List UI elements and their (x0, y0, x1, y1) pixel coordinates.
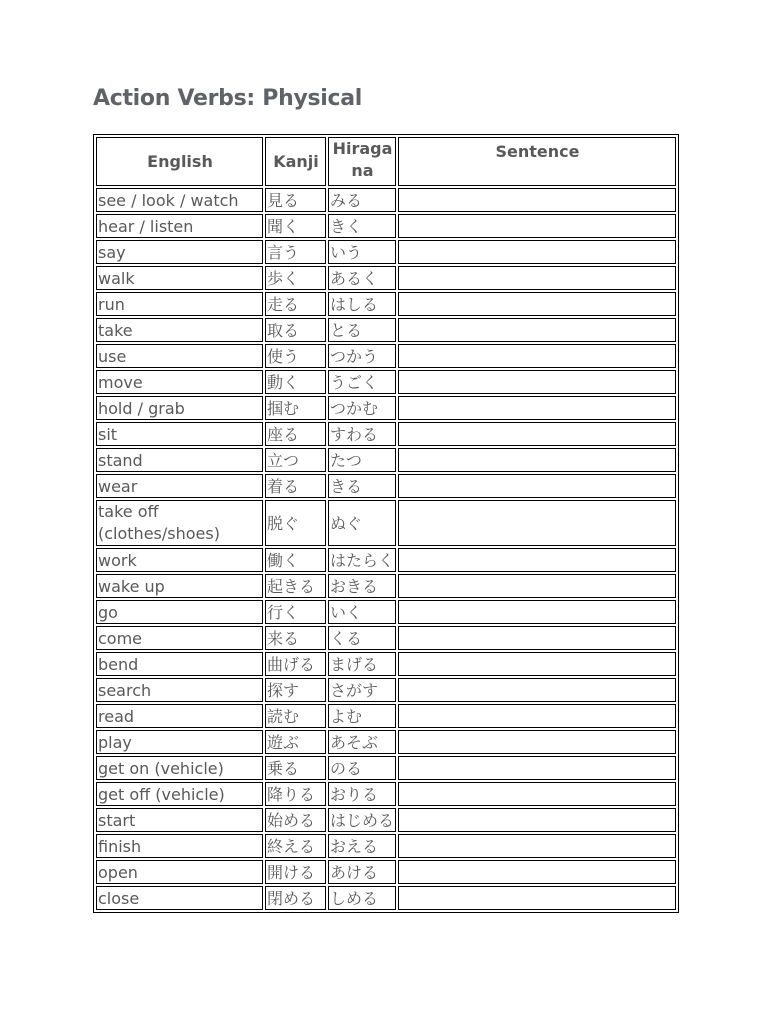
cell-english: go (96, 600, 263, 624)
cell-hiragana: しめる (328, 886, 396, 910)
cell-hiragana: とる (328, 318, 396, 342)
cell-sentence[interactable] (398, 266, 676, 290)
cell-kanji: 歩く (265, 266, 326, 290)
cell-english: start (96, 808, 263, 832)
cell-kanji: 取る (265, 318, 326, 342)
cell-kanji: 曲げる (265, 652, 326, 676)
table-row (96, 500, 676, 546)
cell-kanji: 来る (265, 626, 326, 650)
table-row (96, 448, 676, 472)
cell-sentence[interactable] (398, 574, 676, 598)
cell-hiragana: よむ (328, 704, 396, 728)
cell-sentence[interactable] (398, 808, 676, 832)
cell-sentence[interactable] (398, 396, 676, 420)
cell-english: see / look / watch (96, 188, 263, 212)
cell-english: get on (vehicle) (96, 756, 263, 780)
cell-english: take off (clothes/shoes) (96, 500, 263, 546)
table-row (96, 652, 676, 676)
cell-hiragana: たつ (328, 448, 396, 472)
table-row (96, 834, 676, 858)
cell-english: open (96, 860, 263, 884)
table-row (96, 808, 676, 832)
cell-english: get off (vehicle) (96, 782, 263, 806)
table-row (96, 318, 676, 342)
cell-english: bend (96, 652, 263, 676)
cell-kanji: 乗る (265, 756, 326, 780)
cell-kanji: 働く (265, 548, 326, 572)
cell-english: hold / grab (96, 396, 263, 420)
cell-sentence[interactable] (398, 600, 676, 624)
cell-sentence[interactable] (398, 860, 676, 884)
cell-sentence[interactable] (398, 704, 676, 728)
table-row (96, 678, 676, 702)
cell-sentence[interactable] (398, 474, 676, 498)
cell-english: come (96, 626, 263, 650)
table-row (96, 782, 676, 806)
cell-hiragana: みる (328, 188, 396, 212)
cell-english: wear (96, 474, 263, 498)
cell-sentence[interactable] (398, 214, 676, 238)
cell-kanji: 降りる (265, 782, 326, 806)
cell-hiragana: くる (328, 626, 396, 650)
cell-english: work (96, 548, 263, 572)
cell-sentence[interactable] (398, 886, 676, 910)
cell-sentence[interactable] (398, 626, 676, 650)
cell-kanji: 脱ぐ (265, 500, 326, 546)
cell-hiragana: あそぶ (328, 730, 396, 754)
cell-hiragana: すわる (328, 422, 396, 446)
cell-sentence[interactable] (398, 730, 676, 754)
cell-sentence[interactable] (398, 834, 676, 858)
cell-sentence[interactable] (398, 652, 676, 676)
cell-sentence[interactable] (398, 188, 676, 212)
cell-kanji: 終える (265, 834, 326, 858)
table-row (96, 626, 676, 650)
cell-english: wake up (96, 574, 263, 598)
cell-kanji: 探す (265, 678, 326, 702)
table-header (96, 137, 676, 186)
cell-hiragana: はしる (328, 292, 396, 316)
cell-hiragana: あける (328, 860, 396, 884)
table-row (96, 214, 676, 238)
cell-english: stand (96, 448, 263, 472)
cell-kanji: 閉める (265, 886, 326, 910)
cell-kanji: 行く (265, 600, 326, 624)
cell-hiragana: はたらく (328, 548, 396, 572)
header-sentence: Sentence (398, 137, 676, 186)
cell-english: read (96, 704, 263, 728)
table-row (96, 600, 676, 624)
cell-english: move (96, 370, 263, 394)
cell-english: take (96, 318, 263, 342)
cell-sentence[interactable] (398, 318, 676, 342)
cell-sentence[interactable] (398, 548, 676, 572)
cell-english: sit (96, 422, 263, 446)
table-row (96, 756, 676, 780)
cell-kanji: 始める (265, 808, 326, 832)
cell-kanji: 動く (265, 370, 326, 394)
cell-hiragana: あるく (328, 266, 396, 290)
cell-sentence[interactable] (398, 500, 676, 546)
cell-english: use (96, 344, 263, 368)
cell-hiragana: つかう (328, 344, 396, 368)
cell-kanji: 言う (265, 240, 326, 264)
cell-sentence[interactable] (398, 756, 676, 780)
page-title: Action Verbs: Physical (93, 86, 363, 111)
header-english: English (96, 137, 263, 186)
cell-sentence[interactable] (398, 240, 676, 264)
cell-english: walk (96, 266, 263, 290)
cell-sentence[interactable] (398, 782, 676, 806)
cell-english: play (96, 730, 263, 754)
vocabulary-table (93, 134, 679, 913)
cell-kanji: 開ける (265, 860, 326, 884)
cell-kanji: 見る (265, 188, 326, 212)
table-row (96, 266, 676, 290)
header-kanji: Kanji (265, 137, 326, 186)
cell-english: close (96, 886, 263, 910)
cell-sentence[interactable] (398, 448, 676, 472)
table-row (96, 548, 676, 572)
header-hiragana: Hiragana (328, 137, 396, 186)
cell-hiragana: おえる (328, 834, 396, 858)
cell-kanji: 立つ (265, 448, 326, 472)
cell-hiragana: おきる (328, 574, 396, 598)
cell-sentence[interactable] (398, 344, 676, 368)
cell-kanji: 着る (265, 474, 326, 498)
table-row (96, 886, 676, 910)
cell-english: run (96, 292, 263, 316)
cell-sentence[interactable] (398, 292, 676, 316)
table-row (96, 240, 676, 264)
cell-kanji: 聞く (265, 214, 326, 238)
table-row (96, 860, 676, 884)
cell-kanji: 遊ぶ (265, 730, 326, 754)
cell-english: finish (96, 834, 263, 858)
cell-hiragana: さがす (328, 678, 396, 702)
cell-hiragana: のる (328, 756, 396, 780)
cell-hiragana: つかむ (328, 396, 396, 420)
table-row (96, 396, 676, 420)
cell-kanji: 走る (265, 292, 326, 316)
cell-hiragana: いう (328, 240, 396, 264)
cell-sentence[interactable] (398, 422, 676, 446)
cell-hiragana: はじめる (328, 808, 396, 832)
cell-hiragana: うごく (328, 370, 396, 394)
cell-hiragana: きく (328, 214, 396, 238)
cell-hiragana: いく (328, 600, 396, 624)
cell-english: say (96, 240, 263, 264)
header-row (96, 137, 676, 186)
table-row (96, 292, 676, 316)
cell-kanji: 読む (265, 704, 326, 728)
table-row (96, 574, 676, 598)
cell-sentence[interactable] (398, 370, 676, 394)
table-body (96, 188, 676, 910)
cell-english: hear / listen (96, 214, 263, 238)
table-row (96, 730, 676, 754)
cell-hiragana: おりる (328, 782, 396, 806)
table-row (96, 188, 676, 212)
table-row (96, 704, 676, 728)
cell-kanji: 掴む (265, 396, 326, 420)
cell-sentence[interactable] (398, 678, 676, 702)
table-row (96, 370, 676, 394)
table-row (96, 474, 676, 498)
cell-kanji: 使う (265, 344, 326, 368)
cell-english: search (96, 678, 263, 702)
table-row (96, 344, 676, 368)
cell-kanji: 座る (265, 422, 326, 446)
cell-hiragana: きる (328, 474, 396, 498)
cell-kanji: 起きる (265, 574, 326, 598)
table-row (96, 422, 676, 446)
cell-hiragana: まげる (328, 652, 396, 676)
cell-hiragana: ぬぐ (328, 500, 396, 546)
